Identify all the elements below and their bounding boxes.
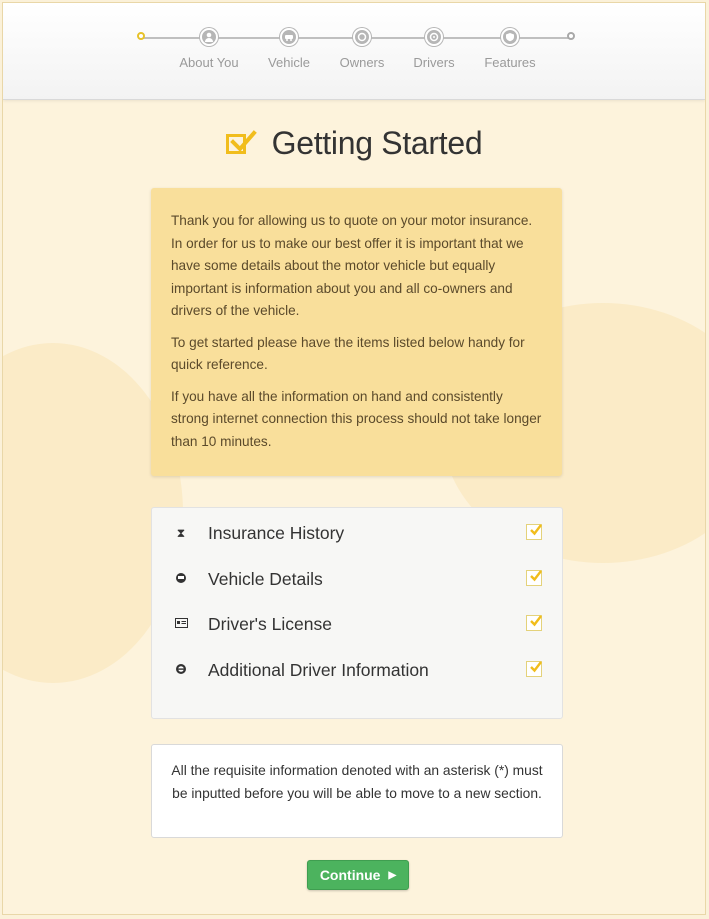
checklist-item-checkbox[interactable] [526,570,542,586]
hourglass-icon: ⧗ [176,525,186,540]
step-label: Features [484,55,536,70]
page [2,2,706,915]
id-card-icon [174,617,188,631]
continue-button[interactable] [307,860,409,890]
continue-button-label: Continue [319,867,381,883]
page-title: Getting Started [271,125,483,161]
page-title-row [3,125,705,163]
play-arrow-icon: ▶ [388,869,397,881]
step-label: Vehicle [268,55,310,70]
requirements-checklist [151,507,563,719]
step-drivers[interactable] [394,28,474,70]
car-front-icon [174,572,188,587]
step-owners[interactable] [322,28,402,70]
checklist-item [152,516,562,550]
progress-end-dot [567,32,575,40]
checklist-item-checkbox[interactable] [526,615,542,631]
step-label: Owners [339,55,385,70]
shield-icon [501,28,519,46]
progress-header [3,3,705,100]
checklist-item [152,653,562,687]
step-vehicle[interactable] [249,28,329,70]
checklist-item-checkbox[interactable] [526,661,542,677]
checklist-item-label: Insurance History [208,522,345,543]
checklist-item-label: Additional Driver Information [208,659,429,680]
checklist-item [152,607,562,641]
checklist-item [152,562,562,596]
checkbox-checked-icon [226,130,254,158]
intro-paragraph: To get started please have the items listed below handy for quick reference. [171,334,525,372]
owners-icon [353,28,371,46]
required-fields-notice: All the requisite information denoted with an asterisk (*) must be inputted before you will be able to move to a new section. [151,744,563,838]
step-label: Drivers [413,55,455,70]
checklist-item-label: Vehicle Details [208,568,323,589]
intro-panel [151,188,562,476]
intro-paragraph: If you have all the information on hand and consistently strong internet connection this process should not take longer than 10 minutes. [171,388,542,449]
steering-wheel-icon [174,663,188,678]
checklist-item-label: Driver's License [208,613,332,634]
step-label: About You [179,55,239,70]
step-about-you[interactable] [169,28,249,70]
progress-start-dot [137,32,145,40]
intro-paragraph: Thank you for allowing us to quote on your motor insurance. In order for us to make our best offer it is important that we have some details about the motor vehicle but equally important is information about you and all co-owners and drivers of the vehicle. [171,213,533,318]
step-features[interactable] [470,28,550,70]
checklist-item-checkbox[interactable] [526,524,542,540]
person-icon [200,28,218,46]
steering-wheel-icon [425,28,443,46]
car-icon [280,28,298,46]
